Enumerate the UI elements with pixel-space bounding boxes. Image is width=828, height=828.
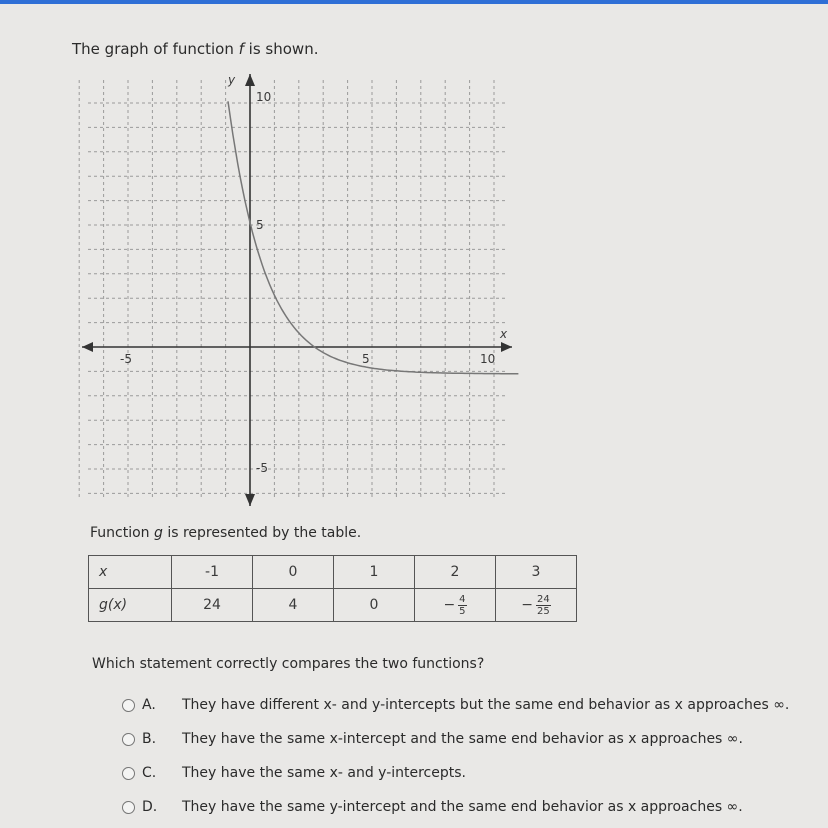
function-g-table: [88, 555, 577, 622]
option-letter: B.: [142, 731, 157, 747]
x-tick-neg5: -5: [120, 352, 132, 366]
option-text: They have the same x- and y-intercepts.: [182, 765, 466, 781]
option-d[interactable]: [122, 799, 743, 815]
table-cell-x: -1: [172, 556, 253, 589]
table-intro: Function g is represented by the table.: [90, 525, 362, 541]
x-axis-right-arrow: [501, 342, 512, 352]
table-cell-x: 1: [334, 556, 415, 589]
table-row-gx: [89, 589, 577, 622]
y-axis-up-arrow: [245, 74, 255, 86]
x-tick-5: 5: [362, 352, 370, 366]
graph-grid: [79, 80, 508, 498]
option-b[interactable]: [122, 731, 743, 747]
table-cell-x: 2: [415, 556, 496, 589]
x-axis-left-arrow: [82, 342, 93, 352]
option-letter: A.: [142, 697, 156, 713]
question-text: Which statement correctly compares the two functions?: [92, 656, 485, 672]
table-cell-x: 3: [496, 556, 577, 589]
y-axis-label: y: [228, 73, 236, 87]
table-row-x: [89, 556, 577, 589]
x-axis-label: x: [500, 327, 508, 341]
y-tick-5: 5: [256, 218, 264, 232]
function-f-curve: [228, 101, 518, 373]
option-text: They have the same y-intercept and the same end behavior as x approaches ∞.: [182, 799, 743, 815]
option-a[interactable]: [122, 697, 789, 713]
y-tick-10: 10: [256, 90, 272, 104]
radio-button[interactable]: [122, 699, 135, 712]
table-cell-x: 0: [253, 556, 334, 589]
option-c[interactable]: [122, 765, 466, 781]
table-header-x: x: [89, 556, 172, 589]
table-cell-gx: 4: [253, 589, 334, 622]
table-cell-gx-fraction: − $\frac{24}{25}$: [496, 589, 577, 622]
table-cell-gx: 24: [172, 589, 253, 622]
radio-button[interactable]: [122, 733, 135, 746]
table-cell-gx: 0: [334, 589, 415, 622]
option-letter: D.: [142, 799, 158, 815]
radio-button[interactable]: [122, 801, 135, 814]
table-header-gx: g(x): [89, 589, 172, 622]
x-tick-10: 10: [480, 352, 496, 366]
radio-button[interactable]: [122, 767, 135, 780]
option-text: They have the same x-intercept and the same end behavior as x approaches ∞.: [182, 731, 743, 747]
y-axis-down-arrow: [245, 494, 255, 506]
option-letter: C.: [142, 765, 157, 781]
table-cell-gx-fraction: − $\frac{4}{5}$: [415, 589, 496, 622]
option-text: They have different x- and y-intercepts but the same end behavior as x approaches ∞.: [182, 697, 790, 713]
y-tick-neg5: -5: [256, 461, 268, 475]
problem-prompt: The graph of function f is shown.: [72, 40, 319, 58]
